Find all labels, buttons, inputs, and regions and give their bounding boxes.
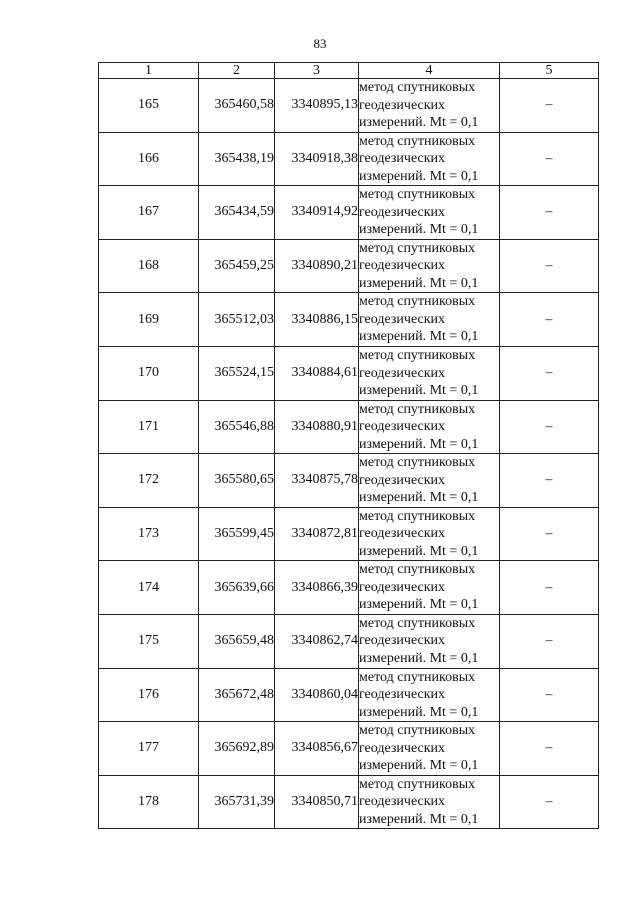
method-line: геодезических — [359, 204, 446, 220]
x-coordinate-cell: 365731,39 — [199, 775, 275, 829]
y-coordinate-cell: 3340884,61 — [275, 346, 359, 400]
x-coordinate-cell: 365580,65 — [199, 454, 275, 508]
method-line: метод спутниковых — [359, 294, 476, 310]
note-cell: – — [500, 561, 599, 615]
y-coordinate-cell: 3340914,92 — [275, 186, 359, 240]
method-line: метод спутниковых — [359, 80, 476, 96]
y-coordinate-cell: 3340850,71 — [275, 775, 359, 829]
x-coordinate-cell: 365434,59 — [199, 186, 275, 240]
method-cell — [359, 668, 500, 722]
y-coordinate-cell: 3340880,91 — [275, 400, 359, 454]
note-cell: – — [500, 186, 599, 240]
table-row — [99, 722, 599, 776]
method-line: геодезических — [359, 579, 446, 595]
x-coordinate-cell: 365692,89 — [199, 722, 275, 776]
y-coordinate-cell: 3340862,74 — [275, 614, 359, 668]
point-number-cell: 175 — [99, 614, 199, 668]
method-line: метод спутниковых — [359, 455, 476, 471]
y-coordinate-cell: 3340918,38 — [275, 132, 359, 186]
method-line: измерений. Mt = 0,1 — [359, 811, 479, 827]
note-cell: – — [500, 722, 599, 776]
method-line: метод спутниковых — [359, 401, 476, 417]
column-header-1: 1 — [99, 63, 199, 79]
method-line: измерений. Mt = 0,1 — [359, 758, 479, 774]
method-line: измерений. Mt = 0,1 — [359, 168, 479, 184]
y-coordinate-cell: 3340895,13 — [275, 79, 359, 133]
note-cell: – — [500, 79, 599, 133]
method-line: геодезических — [359, 365, 446, 381]
point-number-cell: 173 — [99, 507, 199, 561]
table-row — [99, 79, 599, 133]
point-number-cell: 172 — [99, 454, 199, 508]
method-cell — [359, 132, 500, 186]
y-coordinate-cell: 3340856,67 — [275, 722, 359, 776]
x-coordinate-cell: 365438,19 — [199, 132, 275, 186]
table-row — [99, 346, 599, 400]
x-coordinate-cell: 365460,58 — [199, 79, 275, 133]
table-body — [99, 79, 599, 829]
y-coordinate-cell: 3340890,21 — [275, 239, 359, 293]
table-row — [99, 614, 599, 668]
y-coordinate-cell: 3340872,81 — [275, 507, 359, 561]
x-coordinate-cell: 365512,03 — [199, 293, 275, 347]
method-cell — [359, 614, 500, 668]
x-coordinate-cell: 365459,25 — [199, 239, 275, 293]
note-cell: – — [500, 293, 599, 347]
x-coordinate-cell: 365659,48 — [199, 614, 275, 668]
method-cell — [359, 507, 500, 561]
method-line: метод спутниковых — [359, 776, 476, 792]
y-coordinate-cell: 3340866,39 — [275, 561, 359, 615]
method-line: измерений. Mt = 0,1 — [359, 275, 479, 291]
point-number-cell: 165 — [99, 79, 199, 133]
point-number-cell: 170 — [99, 346, 199, 400]
point-number-cell: 166 — [99, 132, 199, 186]
point-number-cell: 168 — [99, 239, 199, 293]
method-line: геодезических — [359, 740, 446, 756]
x-coordinate-cell: 365672,48 — [199, 668, 275, 722]
table-row — [99, 775, 599, 829]
method-line: метод спутниковых — [359, 615, 476, 631]
method-line: измерений. Mt = 0,1 — [359, 115, 479, 131]
method-line: геодезических — [359, 151, 446, 167]
point-number-cell: 177 — [99, 722, 199, 776]
y-coordinate-cell: 3340860,04 — [275, 668, 359, 722]
y-coordinate-cell: 3340875,78 — [275, 454, 359, 508]
method-line: геодезических — [359, 687, 446, 703]
table-row — [99, 668, 599, 722]
table-row — [99, 507, 599, 561]
method-line: измерений. Mt = 0,1 — [359, 222, 479, 238]
method-line: геодезических — [359, 633, 446, 649]
note-cell: – — [500, 614, 599, 668]
column-header-2: 2 — [199, 63, 275, 79]
method-cell — [359, 400, 500, 454]
point-number-cell: 176 — [99, 668, 199, 722]
note-cell: – — [500, 775, 599, 829]
method-line: метод спутниковых — [359, 133, 476, 149]
column-header-5: 5 — [500, 63, 599, 79]
method-line: геодезических — [359, 97, 446, 113]
method-line: метод спутниковых — [359, 669, 476, 685]
method-cell — [359, 186, 500, 240]
method-line: метод спутниковых — [359, 348, 476, 364]
method-line: измерений. Mt = 0,1 — [359, 490, 479, 506]
table-row — [99, 561, 599, 615]
method-line: метод спутниковых — [359, 562, 476, 578]
method-line: измерений. Mt = 0,1 — [359, 543, 479, 559]
point-number-cell: 178 — [99, 775, 199, 829]
note-cell: – — [500, 454, 599, 508]
method-line: измерений. Mt = 0,1 — [359, 597, 479, 613]
x-coordinate-cell: 365546,88 — [199, 400, 275, 454]
method-line: измерений. Mt = 0,1 — [359, 383, 479, 399]
table-row — [99, 239, 599, 293]
note-cell: – — [500, 132, 599, 186]
x-coordinate-cell: 365524,15 — [199, 346, 275, 400]
method-line: геодезических — [359, 472, 446, 488]
method-line: геодезических — [359, 526, 446, 542]
point-number-cell: 174 — [99, 561, 199, 615]
point-number-cell: 169 — [99, 293, 199, 347]
method-line: измерений. Mt = 0,1 — [359, 704, 479, 720]
column-header-3: 3 — [275, 63, 359, 79]
method-line: измерений. Mt = 0,1 — [359, 329, 479, 345]
note-cell: – — [500, 668, 599, 722]
method-line: измерений. Mt = 0,1 — [359, 650, 479, 666]
method-cell — [359, 454, 500, 508]
note-cell: – — [500, 346, 599, 400]
x-coordinate-cell: 365639,66 — [199, 561, 275, 615]
point-number-cell: 171 — [99, 400, 199, 454]
method-line: метод спутниковых — [359, 187, 476, 203]
table-row — [99, 454, 599, 508]
method-cell — [359, 346, 500, 400]
method-line: геодезических — [359, 311, 446, 327]
method-line: геодезических — [359, 794, 446, 810]
method-line: измерений. Mt = 0,1 — [359, 436, 479, 452]
table-row — [99, 293, 599, 347]
table-row — [99, 400, 599, 454]
y-coordinate-cell: 3340886,15 — [275, 293, 359, 347]
method-line: метод спутниковых — [359, 240, 476, 256]
column-header-4: 4 — [359, 63, 500, 79]
point-number-cell: 167 — [99, 186, 199, 240]
page-number: 83 — [313, 36, 327, 51]
method-cell — [359, 239, 500, 293]
note-cell: – — [500, 400, 599, 454]
method-cell — [359, 561, 500, 615]
method-cell — [359, 79, 500, 133]
method-line: метод спутниковых — [359, 723, 476, 739]
coordinates-table — [98, 62, 599, 829]
x-coordinate-cell: 365599,45 — [199, 507, 275, 561]
note-cell: – — [500, 507, 599, 561]
table-header-row — [99, 63, 599, 79]
table-row — [99, 186, 599, 240]
method-line: геодезических — [359, 258, 446, 274]
method-line: метод спутниковых — [359, 508, 476, 524]
method-cell — [359, 775, 500, 829]
table-row — [99, 132, 599, 186]
method-line: геодезических — [359, 419, 446, 435]
method-cell — [359, 722, 500, 776]
method-cell — [359, 293, 500, 347]
note-cell: – — [500, 239, 599, 293]
